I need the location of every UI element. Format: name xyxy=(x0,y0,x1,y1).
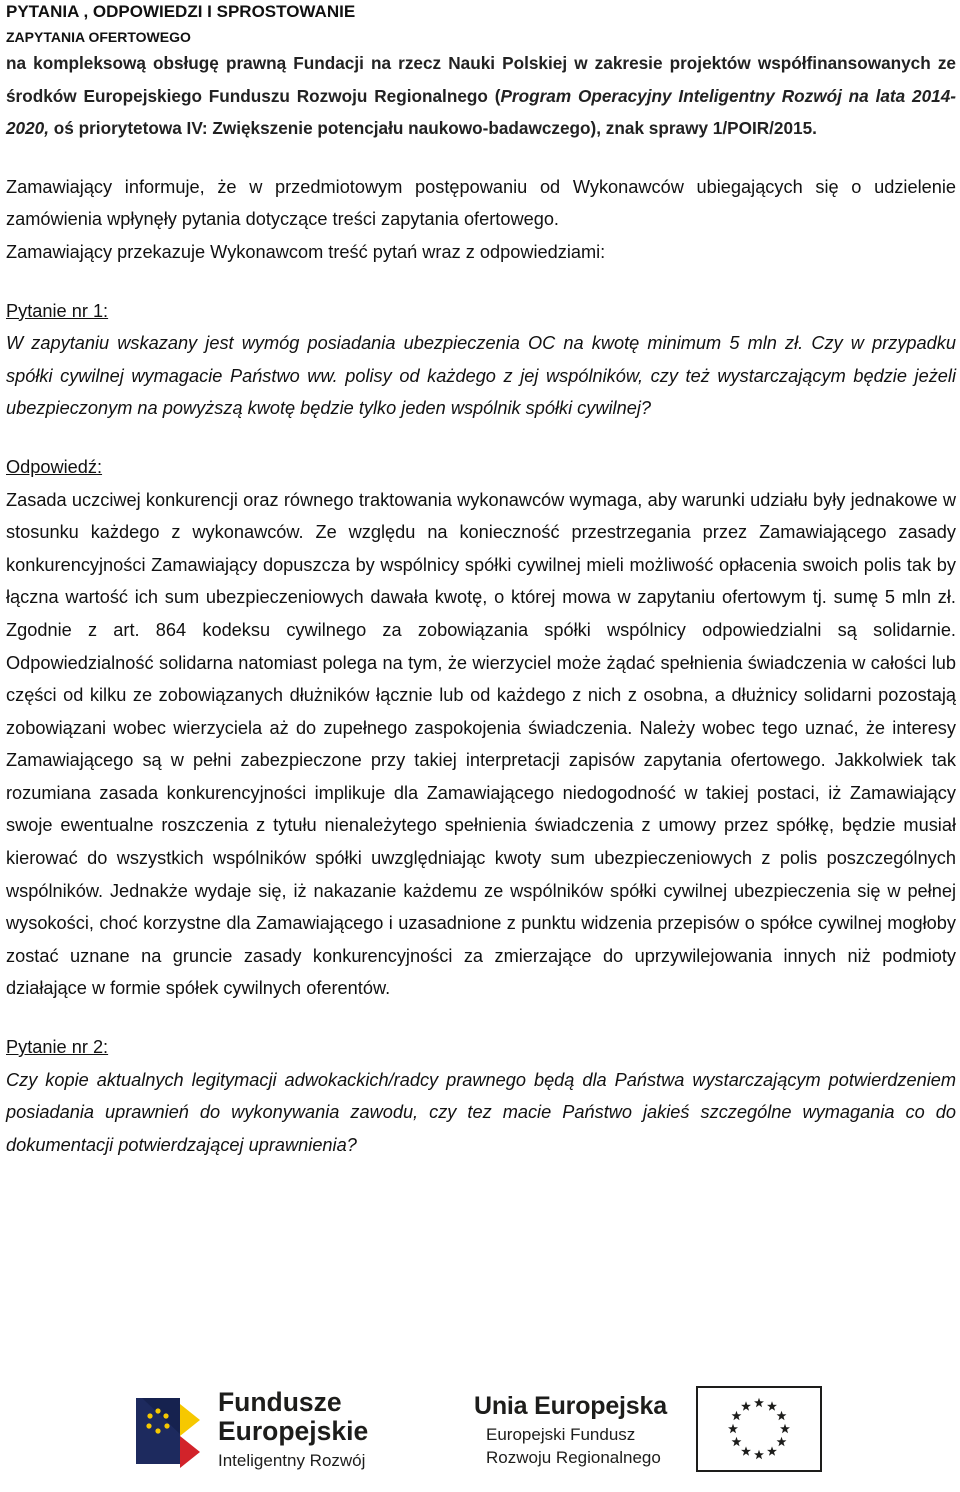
ff-line1: Fundusze xyxy=(218,1387,342,1417)
intro-paragraph-1: Zamawiający informuje, że w przedmiotowym postępowaniu od Wykonawców ubiegających się o udzielenie zamówienia wpłynęły pytania dotyczące treści zapytania ofertowego. xyxy=(6,176,956,230)
answer-1-label: Odpowiedź: xyxy=(6,456,103,477)
ue-line1: Europejski Fundusz xyxy=(486,1425,636,1444)
funding-logos-footer xyxy=(0,1372,960,1482)
document-subtitle: ZAPYTANIA OFERTOWEGO xyxy=(6,29,191,45)
ue-line2: Rozwoju Regionalnego xyxy=(486,1448,661,1467)
question-1-label: Pytanie nr 1: xyxy=(6,300,109,321)
unia-europejska-text xyxy=(474,1389,674,1479)
document-title: PYTANIA , ODPOWIEDZI I SPROSTOWANIE xyxy=(6,2,356,21)
spacer xyxy=(6,1005,956,1031)
fundusze-europejskie-logo xyxy=(136,1384,394,1476)
ue-title: Unia Europejska xyxy=(474,1392,667,1420)
topic-part3: oś priorytetowa IV: Zwiększenie potencjału naukowo-badawczego), znak sprawy 1/POIR/2015. xyxy=(49,118,817,139)
spacer xyxy=(6,269,956,295)
question-1-text: W zapytaniu wskazany jest wymóg posiadania ubezpieczenia OC na kwotę minimum 5 mln zł. Czy w przypadku spółki cywilnej wymagacie Państwo ww. polisy od każdego z jej wspólników, czy też wystarczającym będzie jeżeli ubezpieczonym na powyższą kwotę będzie tylko jeden wspólnik spółki cywilnej? xyxy=(6,333,956,419)
procurement-topic xyxy=(6,47,956,145)
question-2-label: Pytanie nr 2: xyxy=(6,1037,109,1058)
question-2-text: Czy kopie aktualnych legitymacji adwokackich/radcy prawnego będą dla Państwa wystarczającym potwierdzeniem posiadania uprawnień do wykonywania zawodu, czy tez macie Państwo jakieś szczególne wymagania co do dokumentacji potwierdzającej uprawnienia? xyxy=(6,1069,956,1155)
eu-flag-logo xyxy=(696,1386,822,1472)
spacer xyxy=(6,145,956,171)
topic-part1: na kompleksową obsługę prawną Fundacji na rzecz Nauki Polskiej w zakresie projektów współfinansowanych ze środków Europejskiego Funduszu Rozwoju Regionalnego ( xyxy=(6,53,956,106)
topic-programme-italic: Program Operacyjny Inteligentny Rozwój na lata 2014-2020, xyxy=(6,85,956,139)
eu-flag-icon xyxy=(696,1386,822,1472)
spacer xyxy=(6,425,956,451)
document-content xyxy=(6,0,956,1161)
ff-line2: Europejskie xyxy=(218,1416,369,1446)
answer-1-text: Zasada uczciwej konkurencji oraz równego traktowania wykonawców wymaga, aby warunki udziału były jednakowe w stosunku każdego z wykonawców. Ze względu na konieczność przestrzegania przez Zamawiającego zasady konkurencyjności Zamawiający dopuszcza by wspólnicy spółki cywilnej mieli możliwość opłacenia swoich polis tak by łączna wartość ich sum ubezpieczeniowych dawała kwotę, o której mowa w zapytaniu ofertowym tj. sumę 5 mln zł. Zgodnie z art. 864 kodeksu cywilnego za zobowiązania spółki wspólnicy odpowiedzialni są solidarnie. Odpowiedzialność solidarna natomiast polega na tym, że wierzyciel może żądać spełnienia świadczenia w całości lub części od kilku ze zobowiązanych dłużników łącznie lub od każdego z nich z osobna, a dłużnicy solidarni pozostają zobowiązani wobec wierzyciela aż do zupełnego zaspokojenia świadczenia. Należy wobec tego uznać, że interesy Zamawiającego są w pełni zabezpieczone przy takiej interpretacji zapisów zapytania ofertowego. Jakkolwiek tak rozumiana zasada konkurencyjności implikuje dla Zamawiającego niedogodność w takiej postaci, iż Zamawiający swoje ewentualne roszczenia z tytułu nienależytego spełnienia świadczenia z umowy przez spółkę, będzie musiał kierować do wszystkich wspólników spółki uwzględniając kwoty sum ubezpieczeniowych z polis poszczególnych wspólników. Jednakże wydaje się, iż nakazanie każdemu ze wspólników spółki cywilnej ubezpieczenia się w pełnej wysokości, choć korzystne dla Zamawiającego i uzasadnione z punktu widzenia przepisów o spółce cywilnej mogłoby zostać uznane na gruncie zasady konkurencyjności za zmierzające do uprzywilejowania innych niż podmioty działające w formie spółek cywilnych oferentów. xyxy=(6,489,956,999)
ff-line3: Inteligentny Rozwój xyxy=(218,1451,366,1470)
fundusze-europejskie-mark-icon xyxy=(136,1384,206,1476)
intro-paragraph-2: Zamawiający przekazuje Wykonawcom treść pytań wraz z odpowiedziami: xyxy=(6,241,606,262)
